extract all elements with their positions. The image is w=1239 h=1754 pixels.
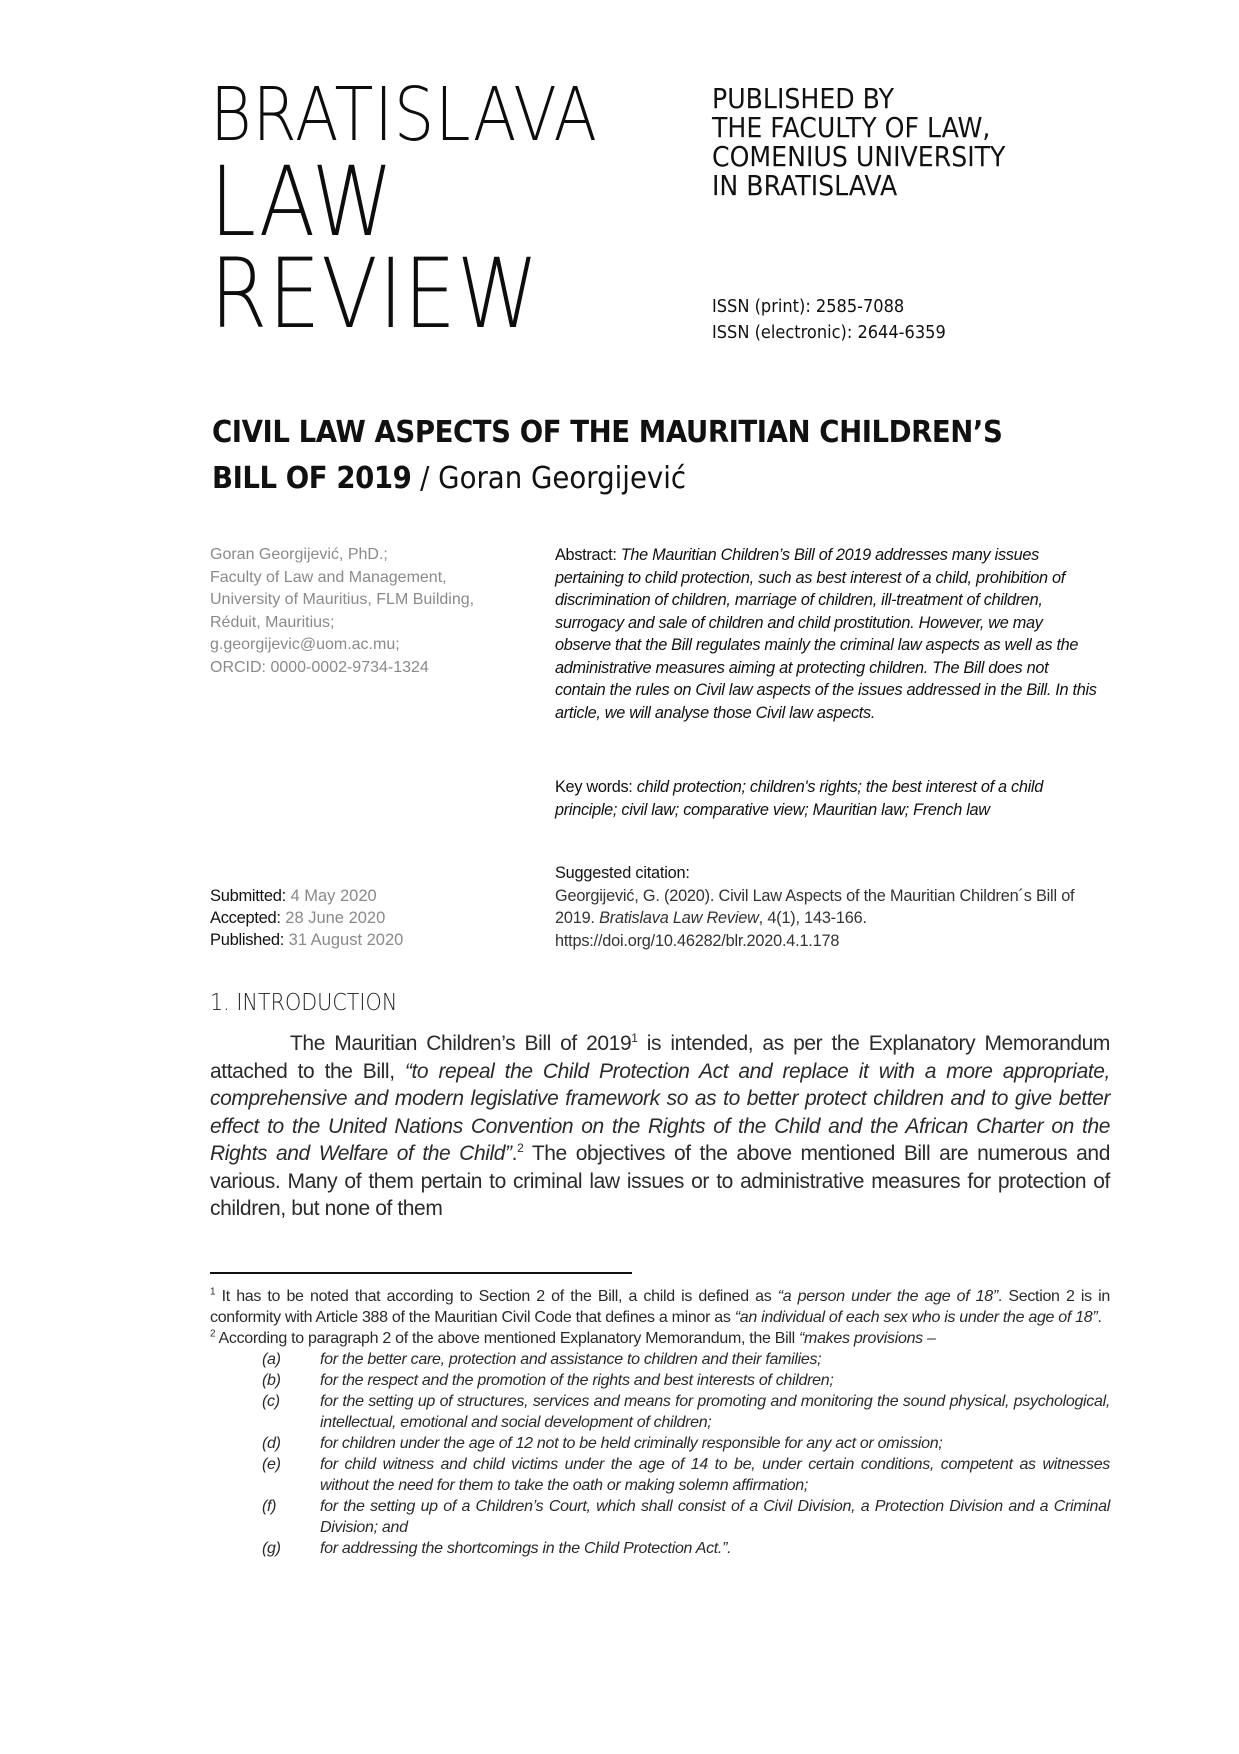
item-mark: (b) (262, 1372, 281, 1389)
submitted-label: Submitted: (210, 887, 286, 905)
author-email[interactable]: g.georgijevic@uom.ac.mu; (210, 636, 400, 653)
author-orcid: ORCID: 0000-0002-9734-1324 (210, 658, 429, 676)
fn1-quote-2: “an individual of each sex who is under the age of 18” (734, 1309, 1098, 1326)
list-item (210, 1454, 1110, 1496)
intro-text-b: is intended, as per the Explanatory Memorandum attached to the Bill, (210, 1032, 1110, 1083)
issn-print: ISSN (print): 2585-7088 (712, 296, 905, 317)
author-affiliation (210, 544, 530, 679)
author-location: Réduit, Mauritius; (210, 613, 335, 631)
item-text: for the better care, protection and assistance to children and their families; (320, 1351, 822, 1368)
fn1-text-a: It has to be noted that according to Section 2 of the Bill, a child is defined as (215, 1288, 778, 1305)
abstract (555, 544, 1100, 724)
item-mark: (f) (262, 1498, 277, 1515)
intro-text-a: The Mauritian Children’s Bill of 2019 (290, 1032, 632, 1055)
author-university: University of Mauritius, FLM Building, (210, 591, 475, 608)
masthead-line-law: LAW (210, 146, 395, 258)
issn-block (712, 294, 972, 346)
publisher-line: COMENIUS UNIVERSITY (712, 140, 1006, 173)
title-author: Goran Georgijević (438, 461, 687, 496)
list-item (210, 1391, 1110, 1433)
provisions-list (210, 1349, 1110, 1559)
citation-journal: Bratislava Law Review (599, 909, 759, 927)
footnotes (210, 1286, 1110, 1559)
fn1-text-b: . Section 2 is in conformity with Article 388 of the Mauritian Civil Code that defines a minor as (210, 1288, 1111, 1326)
item-mark: (e) (262, 1456, 281, 1473)
date-published (210, 929, 403, 951)
item-mark: (d) (262, 1435, 281, 1452)
published-value: 31 August 2020 (284, 931, 404, 949)
citation-part2: , 4(1), 143-166. (758, 909, 867, 927)
journal-masthead (210, 72, 650, 350)
item-text: for the respect and the promotion of the rights and best interests of children; (320, 1372, 834, 1389)
title-line-2 (212, 456, 1040, 502)
list-item (210, 1349, 1110, 1370)
item-text: for child witness and child victims under the age of 14 to be, under certain conditions, competent as witnesses without the need for them to take the oath or making solemn affirmation; (320, 1456, 1110, 1494)
author-name: Goran Georgijević, PhD.; (210, 546, 388, 563)
item-text: for children under the age of 12 not to be held criminally responsible for any act or omission; (320, 1435, 943, 1452)
article-title (212, 410, 1112, 502)
keywords-label: Key words: (555, 778, 637, 796)
item-text: for the setting up of a Children’s Court, which shall consist of a Civil Division, a Protection Division and a Criminal Division; and (320, 1498, 1110, 1536)
fn1-text-c: . (1097, 1309, 1102, 1326)
footnote-2-number: 2 (210, 1328, 216, 1340)
fn2-text-a: According to paragraph 2 of the above mentioned Explanatory Memorandum, the Bill (215, 1330, 800, 1347)
list-item (210, 1433, 1110, 1454)
title-line-1: CIVIL LAW ASPECTS OF THE MAURITIAN CHILDREN’S (212, 415, 1003, 450)
citation-body (555, 887, 1074, 950)
masthead-line-bratislava: BRATISLAVA (210, 72, 598, 158)
footnote-2 (210, 1328, 1110, 1349)
submitted-value: 4 May 2020 (285, 887, 377, 905)
citation-label: Suggested citation: (555, 864, 690, 882)
masthead-line-review: REVIEW (210, 238, 540, 350)
intro-text-c: . (511, 1142, 518, 1165)
item-text: for the setting up of structures, services and means for promoting and monitoring the sound physical, psychological, intellectual, emotional and social development of children; (320, 1393, 1110, 1431)
keywords-text: child protection; children's rights; the best interest of a child principle; civil law; comparative view; Mauritian law; French law (555, 778, 1044, 819)
list-item (210, 1370, 1110, 1391)
issn-electronic: ISSN (electronic): 2644-6359 (712, 322, 946, 343)
title-bill: BILL OF 2019 (212, 461, 412, 496)
date-accepted (210, 907, 403, 929)
publisher-block (712, 84, 1112, 200)
fn1-quote-1: “a person under the age of 18” (777, 1288, 998, 1305)
abstract-text: The Mauritian Children’s Bill of 2019 addresses many issues pertaining to child protection, such as best interest of a child, prohibition of discrimination of children, marriage of children, ill-treatment of children, surrogacy and sale of children and child prostitution. However, we may observe that the Bill regulates mainly the criminal law aspects as well as the administrative measures aiming at protecting children. The Bill does not contain the rules on Civil law aspects of the issues addressed in the Bill. In this article, we will analyse those Civil law aspects. (555, 546, 1097, 722)
item-mark: (g) (262, 1540, 281, 1557)
accepted-value: 28 June 2020 (280, 909, 386, 927)
footnote-ref-2[interactable]: 2 (517, 1141, 524, 1155)
item-text: for addressing the shortcomings in the Child Protection Act.”. (320, 1540, 732, 1557)
footnote-1-number: 1 (210, 1286, 216, 1298)
publisher-line: THE FACULTY OF LAW, (712, 111, 991, 144)
citation-doi-link[interactable]: https://doi.org/10.46282/blr.2020.4.1.178 (555, 931, 840, 950)
published-label: Published: (210, 931, 285, 949)
citation-part1: Georgijević, G. (2020). Civil Law Aspects of the Mauritian Children´s Bill of 2019. (555, 886, 1075, 927)
heading-text: 1. INTRODUCTION (210, 990, 398, 1016)
suggested-citation (555, 862, 1100, 952)
intro-text-d: The objectives of the above mentioned Bill are numerous and various. Many of them pertain to criminal law issues or to administrative measures for protection of children, but none of them (210, 1142, 1110, 1220)
date-submitted (210, 885, 403, 907)
introduction-paragraph (210, 1030, 1110, 1223)
footnote-1 (210, 1286, 1110, 1328)
item-mark: (a) (262, 1351, 281, 1368)
title-separator: / (411, 461, 439, 496)
footnote-ref-1[interactable]: 1 (631, 1031, 638, 1045)
section-heading-introduction (210, 990, 418, 1016)
author-faculty: Faculty of Law and Management, (210, 568, 447, 586)
abstract-label: Abstract: (555, 546, 621, 564)
fn2-quote: “makes provisions – (799, 1330, 936, 1347)
keywords (555, 776, 1100, 821)
list-item (210, 1538, 1110, 1559)
intro-quote: “to repeal the Child Protection Act and replace it with a more appropriate, comprehensive and modern legislative framework so as to better protect children and to give better effect to the United Nations Convention on the Rights of the Child and the African Charter on the Rights and Welfare of the Child” (210, 1059, 1110, 1165)
footnote-separator (210, 1272, 632, 1274)
accepted-label: Accepted: (210, 909, 281, 927)
publication-dates (210, 885, 403, 951)
publisher-line: PUBLISHED BY (712, 82, 894, 115)
publisher-line: IN BRATISLAVA (712, 169, 898, 202)
item-mark: (c) (262, 1393, 280, 1410)
list-item (210, 1496, 1110, 1538)
